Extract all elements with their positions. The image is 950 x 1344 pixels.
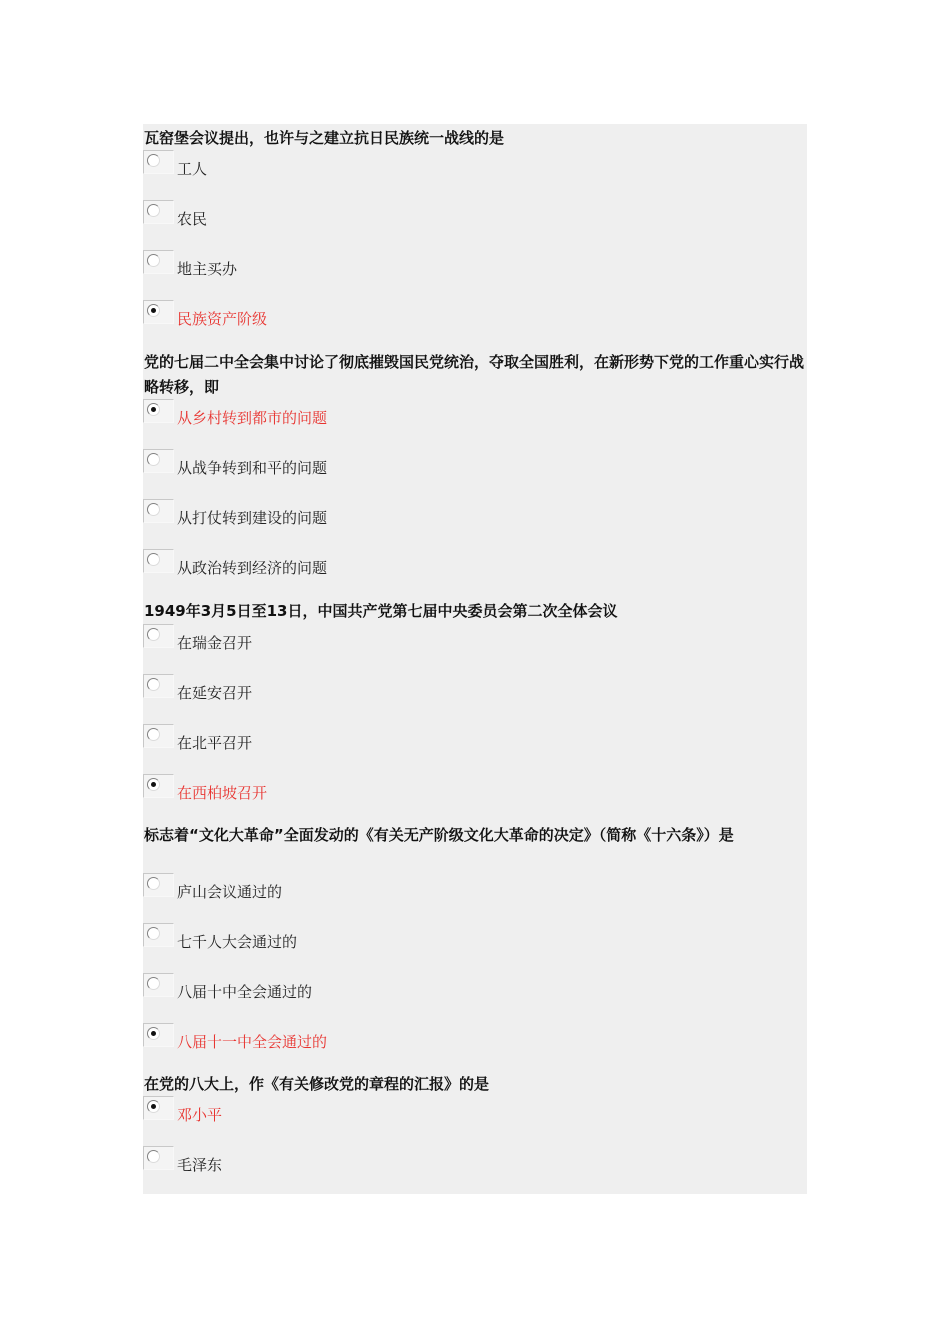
radio-checked-icon — [147, 403, 160, 416]
radio-unchecked-icon — [147, 254, 160, 267]
option-label: 农民 — [177, 210, 208, 228]
question-1-option-1[interactable] — [143, 150, 783, 184]
question-2-option-2[interactable] — [143, 449, 783, 483]
radio-unchecked-icon — [147, 503, 160, 516]
radio-dot — [151, 308, 156, 313]
option-label: 从战争转到和平的问题 — [177, 459, 328, 477]
question-5-option-1[interactable] — [143, 1096, 783, 1130]
radio-button[interactable] — [143, 724, 174, 748]
radio-unchecked-icon — [147, 977, 160, 990]
option-label: 八届十中全会通过的 — [177, 983, 313, 1001]
radio-checked-icon — [147, 304, 160, 317]
question-1-option-3[interactable] — [143, 250, 783, 284]
question-5-text: 在党的八大上，作《有关修改党的章程的汇报》的是 — [144, 1075, 490, 1093]
question-3-option-3[interactable] — [143, 724, 783, 758]
radio-unchecked-icon — [147, 453, 160, 466]
option-label: 从打仗转到建设的问题 — [177, 509, 328, 527]
radio-dot — [151, 1104, 156, 1109]
option-label: 地主买办 — [177, 260, 238, 278]
radio-unchecked-icon — [147, 154, 160, 167]
radio-unchecked-icon — [147, 553, 160, 566]
question-2-option-4[interactable] — [143, 549, 783, 583]
radio-dot — [151, 782, 156, 787]
radio-button[interactable] — [143, 449, 174, 473]
radio-button[interactable] — [143, 1023, 174, 1047]
option-label: 从政治转到经济的问题 — [177, 559, 328, 577]
question-4-option-1[interactable] — [143, 873, 783, 907]
radio-unchecked-icon — [147, 877, 160, 890]
radio-button[interactable] — [143, 1146, 174, 1170]
question-4-option-3[interactable] — [143, 973, 783, 1007]
option-label-selected: 邓小平 — [177, 1106, 223, 1124]
question-2-option-3[interactable] — [143, 499, 783, 533]
question-4-option-2[interactable] — [143, 923, 783, 957]
radio-button[interactable] — [143, 399, 174, 423]
option-label: 工人 — [177, 160, 208, 178]
radio-button[interactable] — [143, 1096, 174, 1120]
question-4-text: 标志着“文化大革命”全面发动的《有关无产阶级文化大革命的决定》（简称《十六条》）是 — [144, 826, 734, 844]
radio-unchecked-icon — [147, 728, 160, 741]
radio-unchecked-icon — [147, 1150, 160, 1163]
question-3-text: 1949年3月5日至13日，中国共产党第七届中央委员会第二次全体会议 — [144, 602, 618, 620]
radio-checked-icon — [147, 1027, 160, 1040]
radio-button[interactable] — [143, 923, 174, 947]
radio-checked-icon — [147, 1100, 160, 1113]
option-label: 在瑞金召开 — [177, 634, 253, 652]
option-label: 七千人大会通过的 — [177, 933, 298, 951]
radio-unchecked-icon — [147, 927, 160, 940]
radio-unchecked-icon — [147, 204, 160, 217]
question-2-option-1[interactable] — [143, 399, 783, 433]
radio-button[interactable] — [143, 774, 174, 798]
option-label-selected: 民族资产阶级 — [177, 310, 268, 328]
question-3-option-2[interactable] — [143, 674, 783, 708]
radio-button[interactable] — [143, 200, 174, 224]
radio-button[interactable] — [143, 499, 174, 523]
radio-unchecked-icon — [147, 628, 160, 641]
radio-button[interactable] — [143, 300, 174, 324]
question-4-option-4[interactable] — [143, 1023, 783, 1057]
question-2-text: 党的七届二中全会集中讨论了彻底摧毁国民党统治，夺取全国胜利，在新形势下党的工作重心实行战略转移，即 — [144, 353, 805, 396]
option-label-selected: 八届十一中全会通过的 — [177, 1033, 328, 1051]
radio-button[interactable] — [143, 150, 174, 174]
radio-unchecked-icon — [147, 678, 160, 691]
option-label: 在延安召开 — [177, 684, 253, 702]
radio-button[interactable] — [143, 624, 174, 648]
option-label: 毛泽东 — [177, 1156, 223, 1174]
radio-checked-icon — [147, 778, 160, 791]
option-label: 庐山会议通过的 — [177, 883, 283, 901]
question-1-text: 瓦窑堡会议提出，也许与之建立抗日民族统一战线的是 — [144, 129, 505, 147]
radio-dot — [151, 1031, 156, 1036]
option-label: 在北平召开 — [177, 734, 253, 752]
question-1-option-4[interactable] — [143, 300, 783, 334]
option-label-selected: 从乡村转到都市的问题 — [177, 409, 328, 427]
radio-button[interactable] — [143, 873, 174, 897]
radio-button[interactable] — [143, 549, 174, 573]
radio-button[interactable] — [143, 973, 174, 997]
option-label-selected: 在西柏坡召开 — [177, 784, 268, 802]
question-1-option-2[interactable] — [143, 200, 783, 234]
radio-button[interactable] — [143, 250, 174, 274]
question-5-option-2[interactable] — [143, 1146, 783, 1180]
question-3-option-1[interactable] — [143, 624, 783, 658]
radio-button[interactable] — [143, 674, 174, 698]
question-3-option-4[interactable] — [143, 774, 783, 808]
radio-dot — [151, 407, 156, 412]
